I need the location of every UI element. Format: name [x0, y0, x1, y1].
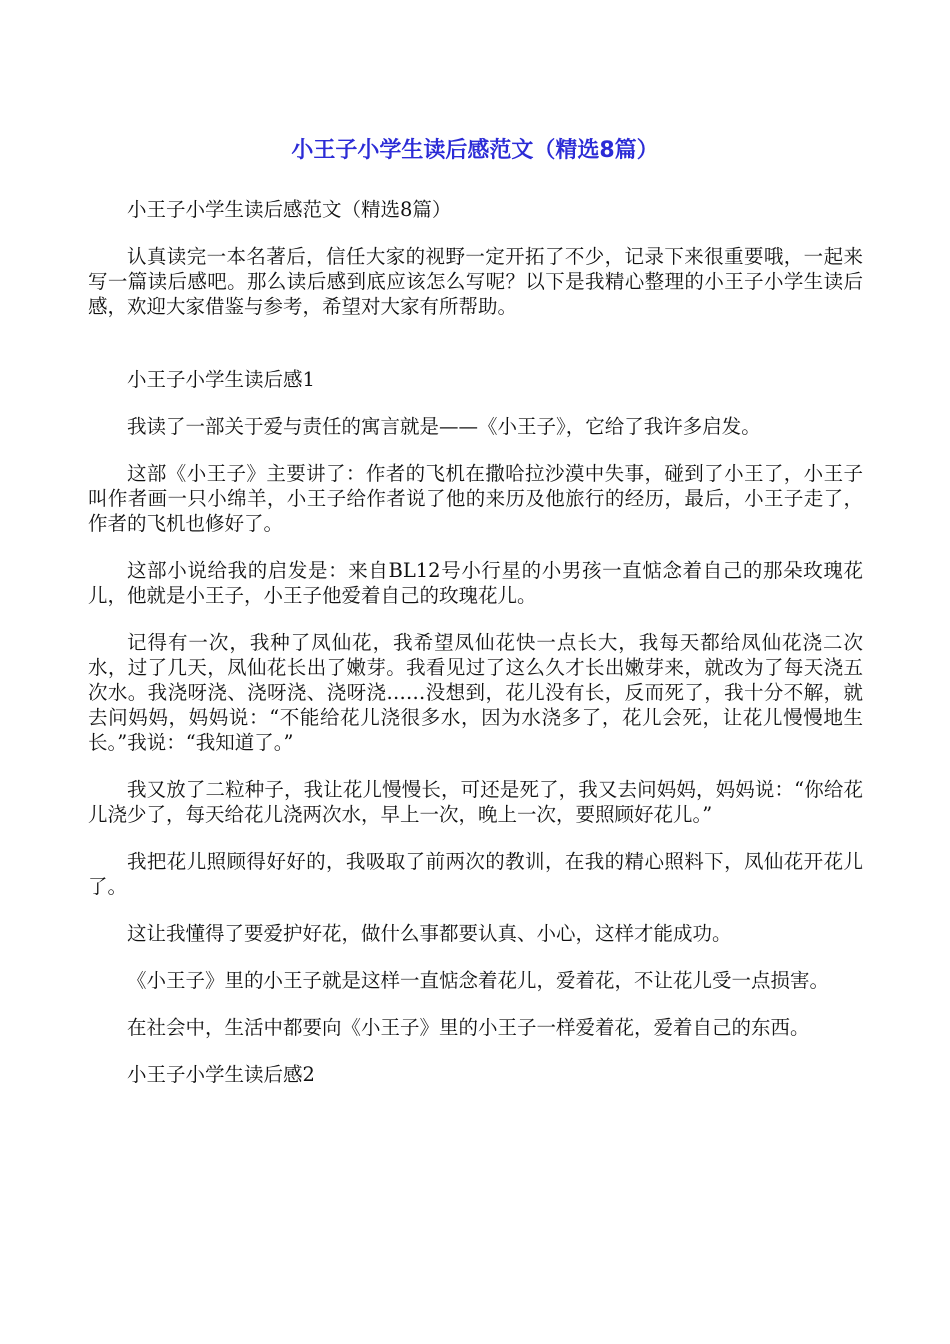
section-heading-1: 小王子小学生读后感1	[127, 368, 315, 391]
body-paragraph: 我又放了二粒种子，我让花儿慢慢长，可还是死了，我又去问妈妈，妈妈说：“你给花儿浇少了，每天给花儿浇两次水，早上一次，晚上一次，要照顾好花儿。”	[88, 778, 863, 826]
body-paragraph: 记得有一次，我种了凤仙花，我希望凤仙花快一点长大，我每天都给凤仙花浇二次水，过了几天，凤仙花长出了嫩芽。我看见过了这么久才长出嫩芽来，就改为了每天浇五次水。我浇呀浇、浇呀浇、浇呀浇……没想到，花儿没有长，反而死了，我十分不解，就去问妈妈，妈妈说：“不能给花儿浇很多水，因为水浇多了，花儿会死，让花儿慢慢地生长。”我说：“我知道了。”	[88, 631, 863, 754]
document-body	[88, 197, 863, 1087]
intro-paragraph: 认真读完一本名著后，信任大家的视野一定开拓了不少，记录下来很重要哦，一起来写一篇读后感吧。那么读后感到底应该怎么写呢？以下是我精心整理的小王子小学生读后感，欢迎大家借鉴与参考，希望对大家有所帮助。	[88, 245, 863, 318]
subtitle-paragraph: 小王子小学生读后感范文（精选8篇）	[127, 198, 452, 221]
body-paragraph: 在社会中，生活中都要向《小王子》里的小王子一样爱着花，爱着自己的东西。	[127, 1016, 810, 1039]
body-paragraph: 《小王子》里的小王子就是这样一直惦念着花儿，爱着花，不让花儿受一点损害。	[127, 969, 830, 992]
body-paragraph: 这部《小王子》主要讲了：作者的飞机在撒哈拉沙漠中失事，碰到了小王了，小王子叫作者画一只小绵羊，小王子给作者说了他的来历及他旅行的经历，最后，小王子走了，作者的飞机也修好了。	[88, 462, 863, 535]
section-heading-2: 小王子小学生读后感2	[127, 1063, 315, 1086]
body-paragraph: 我把花儿照顾得好好的，我吸取了前两次的教训，在我的精心照料下，凤仙花开花儿了。	[88, 850, 863, 898]
body-paragraph: 我读了一部关于爱与责任的寓言就是——《小王子》，它给了我许多启发。	[127, 415, 761, 438]
body-paragraph: 这部小说给我的启发是：来自BL12号小行星的小男孩一直惦念着自己的那朵玫瑰花儿，他就是小王子，小王子他爱着自己的玫瑰花儿。	[88, 559, 863, 607]
body-paragraph: 这让我懂得了要爱护好花，做什么事都要认真、小心，这样才能成功。	[127, 922, 732, 945]
document-title: 小王子小学生读后感范文（精选8篇）	[291, 138, 659, 163]
